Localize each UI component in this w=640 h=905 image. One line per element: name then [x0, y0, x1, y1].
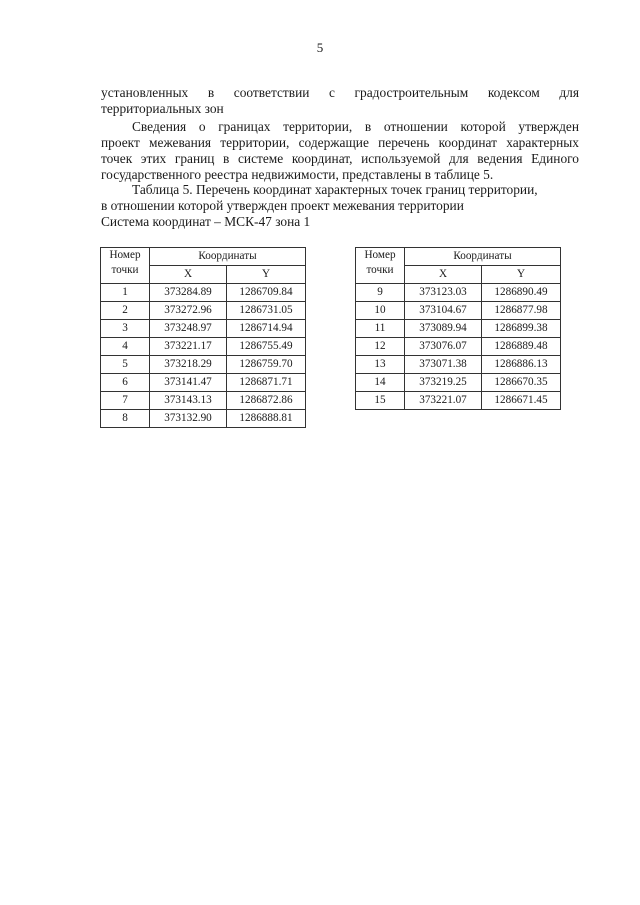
cell-point-number: 9 [356, 284, 405, 302]
cell-y: 1286890.49 [482, 284, 561, 302]
paragraph-continuation [101, 85, 579, 117]
header-x: X [150, 266, 227, 284]
cell-point-number: 12 [356, 338, 405, 356]
cell-x: 373272.96 [150, 302, 227, 320]
coordinates-table-1 [100, 247, 306, 428]
cell-point-number: 3 [101, 320, 150, 338]
cell-point-number: 15 [356, 392, 405, 410]
cell-y: 1286888.81 [227, 410, 306, 428]
header-coordinates: Координаты [150, 248, 306, 266]
cell-point-number: 6 [101, 374, 150, 392]
cell-x: 373071.38 [405, 356, 482, 374]
cell-y: 1286889.48 [482, 338, 561, 356]
cell-x: 373219.25 [405, 374, 482, 392]
table-row [101, 410, 306, 428]
table-row [101, 374, 306, 392]
table-row [101, 356, 306, 374]
cell-point-number: 1 [101, 284, 150, 302]
cell-point-number: 4 [101, 338, 150, 356]
cell-x: 373284.89 [150, 284, 227, 302]
cell-x: 373089.94 [405, 320, 482, 338]
table-row [356, 320, 561, 338]
cell-point-number: 2 [101, 302, 150, 320]
text-line: проект межевания территории, содержащие перечень координат характерных [101, 135, 579, 150]
table-row [101, 320, 306, 338]
cell-x: 373143.13 [150, 392, 227, 410]
header-x: X [405, 266, 482, 284]
cell-x: 373123.03 [405, 284, 482, 302]
cell-point-number: 7 [101, 392, 150, 410]
cell-y: 1286871.71 [227, 374, 306, 392]
text-line: Сведения о границах территории, в отношении которой утвержден [132, 119, 579, 134]
header-y: Y [227, 266, 306, 284]
cell-point-number: 8 [101, 410, 150, 428]
page-number: 5 [316, 40, 324, 55]
text-line: территориальных зон [101, 101, 224, 116]
cell-y: 1286709.84 [227, 284, 306, 302]
cell-point-number: 14 [356, 374, 405, 392]
cell-point-number: 10 [356, 302, 405, 320]
cell-x: 373218.29 [150, 356, 227, 374]
coordinates-table-2 [355, 247, 561, 410]
table-caption [101, 182, 579, 230]
header-point-number: Номер точки [101, 248, 150, 284]
text-line: установленных в соответствии с градостроительным кодексом для [101, 85, 579, 100]
cell-y: 1286872.86 [227, 392, 306, 410]
cell-x: 373248.97 [150, 320, 227, 338]
table-row [356, 284, 561, 302]
header-coordinates: Координаты [405, 248, 561, 266]
cell-y: 1286670.35 [482, 374, 561, 392]
cell-y: 1286755.49 [227, 338, 306, 356]
table-row [356, 392, 561, 410]
caption-line: Таблица 5. Перечень координат характерных точек границ территории, [132, 182, 538, 197]
table-row [101, 302, 306, 320]
text-line: государственного реестра недвижимости, представлены в таблице 5. [101, 167, 494, 182]
cell-y: 1286886.13 [482, 356, 561, 374]
table-row [101, 338, 306, 356]
cell-point-number: 13 [356, 356, 405, 374]
cell-x: 373104.67 [405, 302, 482, 320]
table-row [356, 374, 561, 392]
cell-point-number: 5 [101, 356, 150, 374]
table-row [356, 302, 561, 320]
cell-y: 1286759.70 [227, 356, 306, 374]
text-line: точек этих границ в системе координат, используемой для ведения Единого [101, 151, 579, 166]
table-row [101, 392, 306, 410]
cell-y: 1286899.38 [482, 320, 561, 338]
cell-x: 373132.90 [150, 410, 227, 428]
caption-line: в отношении которой утвержден проект межевания территории [101, 198, 464, 213]
cell-x: 373141.47 [150, 374, 227, 392]
cell-x: 373221.17 [150, 338, 227, 356]
header-y: Y [482, 266, 561, 284]
cell-y: 1286671.45 [482, 392, 561, 410]
cell-y: 1286877.98 [482, 302, 561, 320]
table-row [356, 356, 561, 374]
cell-y: 1286714.94 [227, 320, 306, 338]
cell-point-number: 11 [356, 320, 405, 338]
cell-x: 373076.07 [405, 338, 482, 356]
table-row [101, 284, 306, 302]
cell-y: 1286731.05 [227, 302, 306, 320]
paragraph-boundaries [101, 119, 579, 183]
cell-x: 373221.07 [405, 392, 482, 410]
coordinate-system-line: Система координат – МСК-47 зона 1 [101, 214, 311, 229]
header-point-number: Номер точки [356, 248, 405, 284]
table-row [356, 338, 561, 356]
